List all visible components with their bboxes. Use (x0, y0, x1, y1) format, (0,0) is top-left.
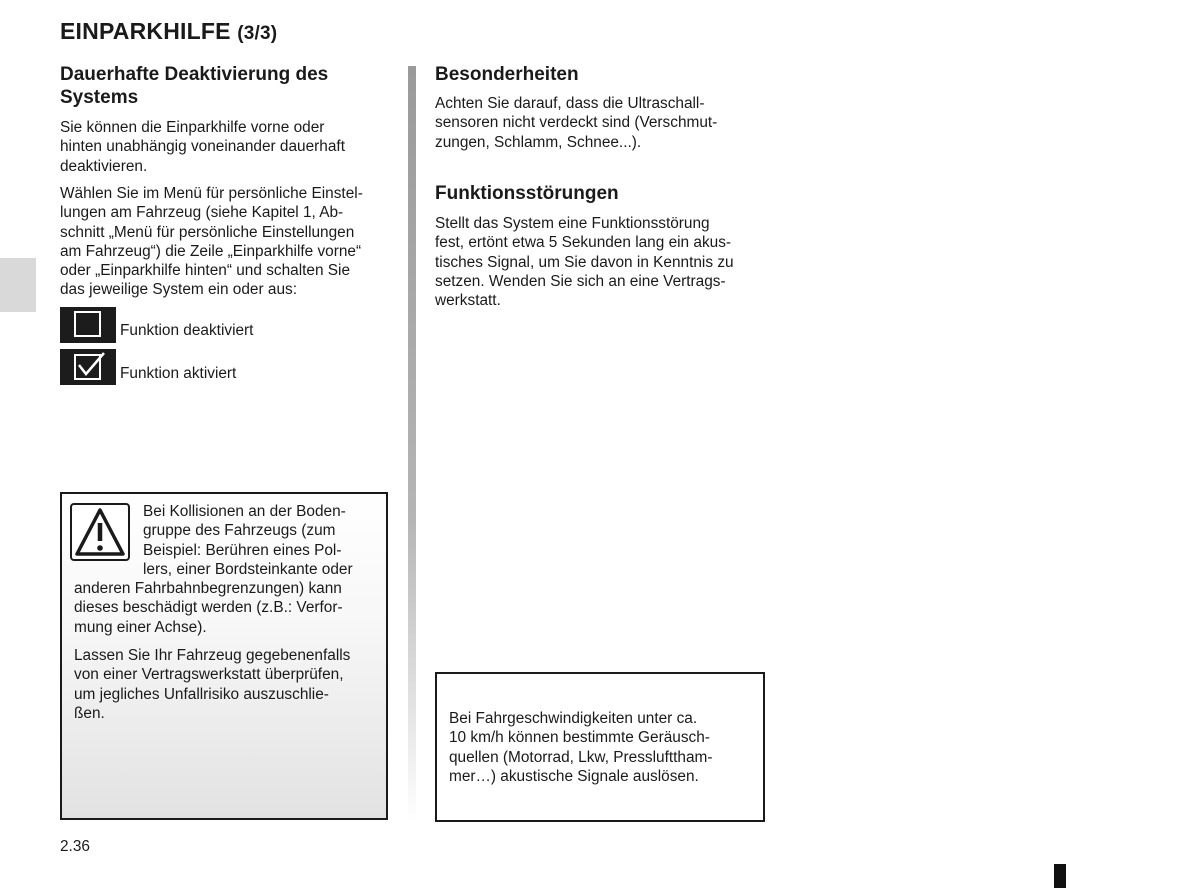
special-features-paragraph: Achten Sie darauf, dass die Ultraschall- sensoren nicht verdeckt sind (Verschmut- zungen, Schlamm, Schnee...). (435, 95, 718, 151)
warning-text-top: Bei Kollisionen an der Boden- gruppe des Fahrzeugs (zum Beispiel: Berühren eines Pol- lers, einer Bordsteinkante oder (143, 503, 353, 578)
chapter-side-tab (0, 258, 36, 312)
deactivation-menu-paragraph: Wählen Sie im Menü für persönliche Einstel- lungen am Fahrzeug (siehe Kapitel 1, Ab- schnitt „Menü für persönliche Einstellungen am Fahrzeug“) die Zeile „Einparkhilfe vorne“ oder „Einparkhilfe hinten“ und schalten Sie das jeweilige System ein oder aus: (60, 185, 363, 299)
deactivation-intro-paragraph: Sie können die Einparkhilfe vorne oder hinten unabhängig voneinander dauerhaft deaktivieren. (60, 119, 345, 175)
page-edge-marker (1054, 864, 1066, 888)
page-number: 2.36 (60, 838, 90, 855)
warning-triangle-graphic (70, 503, 130, 561)
column-divider (408, 66, 416, 822)
unchecked-box-icon (60, 307, 116, 343)
page-title (60, 18, 277, 45)
warning-triangle-icon (70, 503, 130, 561)
section-heading-special-features: Besonderheiten (435, 64, 579, 85)
checked-box-icon-graphic (60, 349, 116, 385)
unchecked-box-icon-graphic (60, 307, 116, 343)
section-heading-deactivation: Dauerhafte Deaktivierung des Systems (60, 64, 329, 108)
legend-label-activated: Funktion aktiviert (120, 365, 237, 382)
malfunctions-paragraph: Stellt das System eine Funktionsstörung fest, ertönt etwa 5 Sekunden lang ein akus- tisches Signal, um Sie davon in Kenntnis zu setzen. Wenden Sie sich an eine Vertrags- werkstatt. (435, 215, 734, 310)
note-text: Bei Fahrgeschwindigkeiten unter ca. 10 km/h können bestimmte Geräusch- quellen (Motorrad, Lkw, Presslufttham- mer…) akustische Signale auslösen. (449, 710, 713, 785)
page-title-text: EINPARKHILFE (60, 18, 231, 44)
warning-text-second-paragraph: Lassen Sie Ihr Fahrzeug gegebenenfalls von einer Vertragswerkstatt überprüfen, um jegliches Unfallrisiko auszuschlie- ßen. (74, 647, 351, 722)
warning-text-continued: anderen Fahrbahnbegrenzungen) kann dieses beschädigt werden (z.B.: Verfor- mung einer Achse). (74, 580, 343, 636)
section-heading-malfunctions: Funktionsstörungen (435, 183, 619, 204)
legend-label-deactivated: Funktion deaktiviert (120, 322, 254, 339)
checked-box-icon (60, 349, 116, 385)
page-title-suffix: (3/3) (237, 23, 278, 44)
